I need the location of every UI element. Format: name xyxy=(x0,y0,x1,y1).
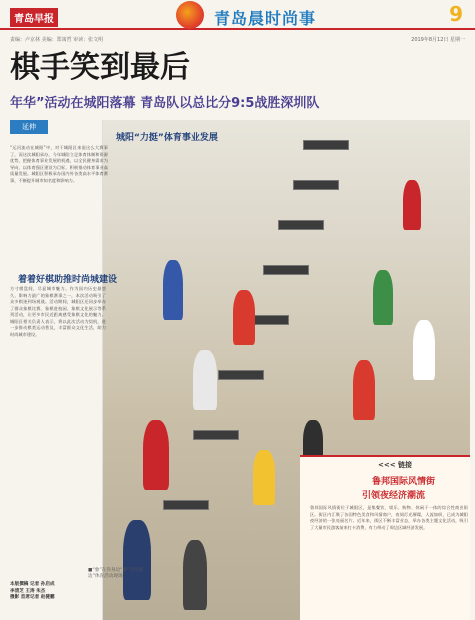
article-column-4: 方寸棋盘间，尽显城市魅力。作为国内历史最悠久、影响力最广的象棋赛事之一，本次活动吸引了众多棋迷到场观战。活动期间，城阳区还同步举办了群众象棋比赛、象棋进校园、象棋文化展示等系列活动，让更多市民近距离感受象棋文化的魅力。城阳区相关负责人表示，将以此次活动为契机，进一步推动棋类运动普及，丰富群众文化生活，助力时尚城市建设。 xyxy=(10,286,106,337)
spectator xyxy=(353,360,375,420)
masthead xyxy=(0,0,475,30)
spectator xyxy=(143,420,169,490)
headline: 棋手笑到最后 xyxy=(10,50,190,85)
spectator xyxy=(253,450,275,505)
issue-date: 2019年8月12日 星期一 xyxy=(411,37,465,43)
related-title-1: 鲁邦国际风情街 xyxy=(372,477,436,487)
spectator xyxy=(123,520,151,600)
emblem-icon xyxy=(176,1,204,29)
spectator xyxy=(373,270,393,325)
credit-line: 本版撰稿 记者 孙启成 xyxy=(10,582,55,587)
article-column-1: “运河流动在城阳”中，对于城阳区来说这么大赛事了，而这次城阳承办，今年城阳立足体育体制和资源优势，把握体育事业发展的机遇，以全民健身需求为导向，以体育强区建设为目标，积极推动体育事业高质量发展。城阳区积极承办国内外各类高水平体育赛事，不断提升城市知名度和影响力。 xyxy=(10,145,108,183)
chess-board xyxy=(278,220,324,230)
chess-board xyxy=(303,140,349,150)
page-number: 9 xyxy=(449,2,463,26)
section-title: 青岛晨时尚事 xyxy=(214,9,317,28)
newspaper-logo: 青岛早报 xyxy=(10,8,58,27)
spectator xyxy=(193,350,217,410)
link-label: <<< 链接 xyxy=(378,461,413,469)
extension-tag: 延伸 xyxy=(10,120,48,134)
credit-line: 李清芝 王涛 朱杰 xyxy=(10,588,46,594)
chess-board xyxy=(293,180,339,190)
spectator xyxy=(413,320,435,380)
section-heading: 着着好棋助推时尚城建设 xyxy=(18,275,118,285)
chess-board xyxy=(263,265,309,275)
photo-caption: ■“象”在你身边“象”在你身边”体育活动现场。 xyxy=(88,568,144,579)
chess-board xyxy=(218,370,264,380)
related-title-2: 引领夜经济潮流 xyxy=(362,491,426,501)
credits xyxy=(10,582,55,602)
credit-line: 摄影 首席记者 赵健鹏 xyxy=(10,595,55,600)
box-title: 城阳“力挺”体育事业发展 xyxy=(116,133,218,143)
chess-board xyxy=(193,430,239,440)
spectator xyxy=(403,180,421,230)
related-body: 鲁邦国际风情街位于城阳区，是集餐饮、娱乐、购物、休闲于一体的综合性商业街区。街区内汇聚了各国特色美食和风情商户，夜间灯光璀璨，人流如织，已成为城阳夜经济的一张亮丽名片。近年来，街区不断丰富业态，举办各类主题文化活动，吸引了大量市民游客前来打卡消费，有力带动了周边区域经济发展。 xyxy=(310,505,468,530)
spectator xyxy=(183,540,207,610)
subheadline: 年华”活动在城阳落幕 青岛队以总比分9:5战胜深圳队 xyxy=(10,96,320,111)
chess-board xyxy=(163,500,209,510)
spectator xyxy=(163,260,183,320)
spectator xyxy=(233,290,255,345)
editor-meta: 责编：卢京林 美编：郑寓哲 审读：张文明 xyxy=(10,37,104,43)
